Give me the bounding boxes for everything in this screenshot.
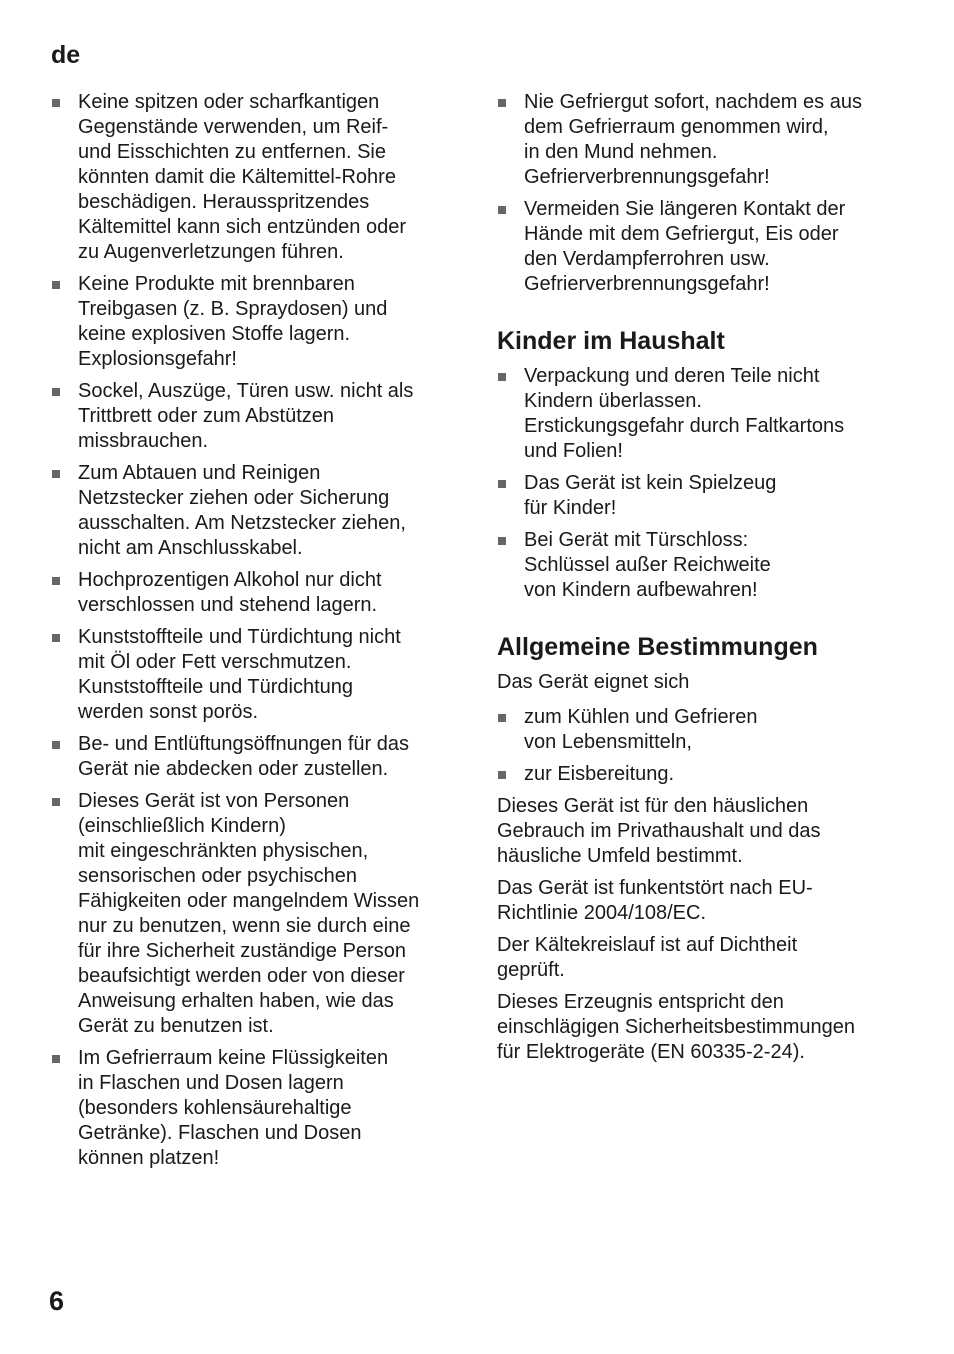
left-column (51, 90, 461, 1178)
list-item: Zum Abtauen und Reinigen Netzstecker ziehen oder Sicherung ausschalten. Am Netzstecker ziehen, nicht am Anschlusskabel. (51, 461, 461, 561)
list-item: Nie Gefriergut sofort, nachdem es aus dem Gefrierraum genommen wird, in den Mund nehmen. Gefrierverbrennungsgefahr! (497, 90, 907, 190)
list-item: Verpackung und deren Teile nicht Kindern überlassen. Erstickungsgefahr durch Faltkartons und Folien! (497, 364, 907, 464)
list-item: Bei Gerät mit Türschloss: Schlüssel außer Reichweite von Kindern aufbewahren! (497, 528, 907, 603)
square-bullet-icon (52, 99, 60, 107)
list-item: zur Eisbereitung. (497, 762, 907, 787)
safety-list-right (497, 90, 907, 297)
intro-paragraph: Das Gerät eignet sich (497, 671, 690, 693)
list-item: Das Gerät ist kein Spielzeug für Kinder! (497, 471, 907, 521)
square-bullet-icon (52, 281, 60, 289)
section-heading-kinder: Kinder im Haushalt (497, 327, 725, 355)
list-item: Keine spitzen oder scharfkantigen Gegenstände verwenden, um Reif- und Eisschichten zu entfernen. Sie könnten damit die Kältemittel-Rohre beschädigen. Herausspritzendes Kältemittel kann sich entzünden oder zu Augenverletzungen führen. (51, 90, 461, 265)
list-item: Be- und Entlüftungsöffnungen für das Gerät nie abdecken oder zustellen. (51, 732, 461, 782)
list-item: Keine Produkte mit brennbaren Treibgasen (z. B. Spraydosen) und keine explosiven Stoffe lagern. Explosionsgefahr! (51, 272, 461, 372)
square-bullet-icon (52, 577, 60, 585)
square-bullet-icon (498, 373, 506, 381)
square-bullet-icon (498, 714, 506, 722)
square-bullet-icon (52, 1055, 60, 1063)
list-item: Im Gefrierraum keine Flüssigkeiten in Flaschen und Dosen lagern (besonders kohlensäurehaltige Getränke). Flaschen und Dosen können platzen! (51, 1046, 461, 1171)
list-item: zum Kühlen und Gefrieren von Lebensmitteln, (497, 705, 907, 755)
list-item: Sockel, Auszüge, Türen usw. nicht als Trittbrett oder zum Abstützen missbrauchen. (51, 379, 461, 454)
square-bullet-icon (52, 798, 60, 806)
body-paragraph: Der Kältekreislauf ist auf Dichtheit geprüft. (497, 934, 798, 981)
right-column (497, 90, 907, 1072)
safety-list-left (51, 90, 461, 1171)
list-item: Hochprozentigen Alkohol nur dicht verschlossen und stehend lagern. (51, 568, 461, 618)
language-code: de (51, 41, 81, 69)
square-bullet-icon (52, 741, 60, 749)
square-bullet-icon (498, 537, 506, 545)
square-bullet-icon (52, 388, 60, 396)
kinder-list (497, 364, 907, 603)
body-paragraph: Dieses Gerät ist für den häuslichen Gebrauch im Privathaushalt und das häusliche Umfeld bestimmt. (497, 795, 821, 867)
square-bullet-icon (498, 206, 506, 214)
list-item: Kunststoffteile und Türdichtung nicht mit Öl oder Fett verschmutzen. Kunststoffteile und Türdichtung werden sonst porös. (51, 625, 461, 725)
usage-list (497, 705, 907, 787)
page-number: 6 (49, 1286, 65, 1316)
square-bullet-icon (498, 771, 506, 779)
section-heading-allgemein: Allgemeine Bestimmungen (497, 633, 818, 661)
list-item: Dieses Gerät ist von Personen (einschließlich Kindern) mit eingeschränkten physischen, sensorischen oder psychischen Fähigkeiten oder mangelndem Wissen nur zu benutzen, wenn sie durch eine für ihre Sicherheit zuständige Person beaufsichtigt werden oder von dieser Anweisung erhalten haben, wie das Gerät zu benutzen ist. (51, 789, 461, 1039)
square-bullet-icon (498, 480, 506, 488)
body-paragraph: Dieses Erzeugnis entspricht den einschlägigen Sicherheitsbestimmungen für Elektrogeräte (EN 60335-2-24). (497, 991, 855, 1063)
square-bullet-icon (52, 470, 60, 478)
square-bullet-icon (498, 99, 506, 107)
square-bullet-icon (52, 634, 60, 642)
body-paragraph: Das Gerät ist funkentstört nach EU- Richtlinie 2004/108/EC. (497, 877, 813, 924)
list-item: Vermeiden Sie längeren Kontakt der Hände mit dem Gefriergut, Eis oder den Verdampferrohren usw. Gefrierverbrennungsgefahr! (497, 197, 907, 297)
